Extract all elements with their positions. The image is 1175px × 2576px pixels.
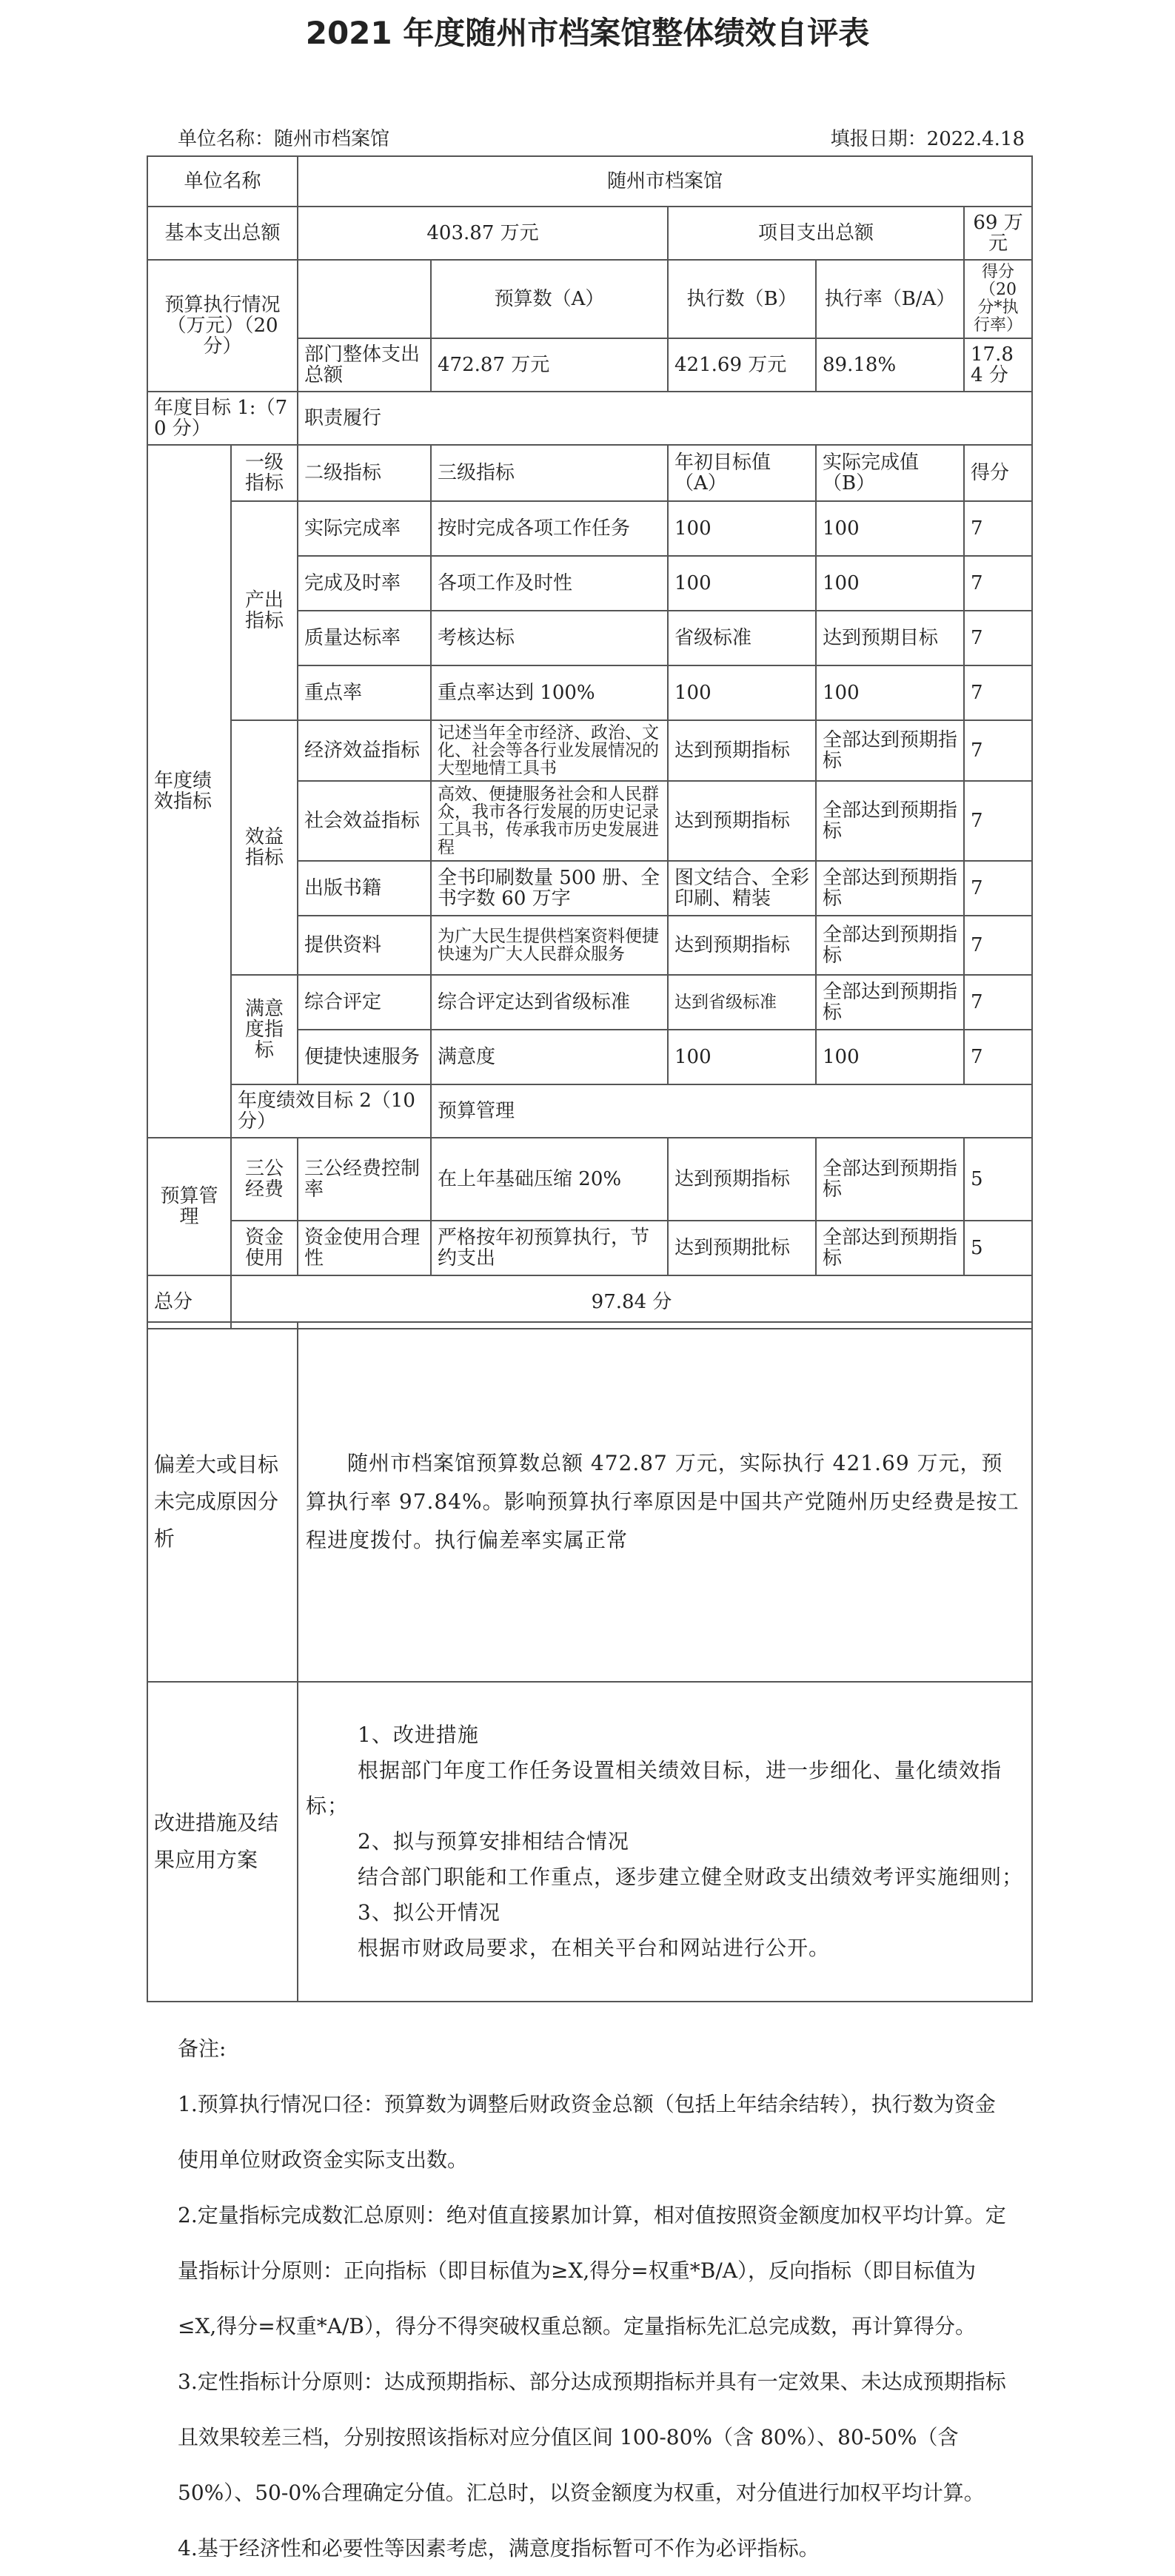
indicator-actual: 全部达到预期指标 (816, 1221, 964, 1275)
indicator-level2: 质量达标率 (298, 611, 431, 665)
indicator-target: 100 (668, 556, 816, 611)
indicator-level3: 考核达标 (431, 611, 668, 665)
exec-value: 421.69 万元 (668, 338, 816, 392)
improve-body-1: 根据部门年度工作任务设置相关绩效目标，进一步细化、量化绩效指标； (306, 1758, 1002, 1818)
indicator-level2: 提供资料 (298, 916, 431, 975)
indicator-score: 7 (964, 781, 1032, 861)
indicator-level3: 为广大民生提供档案资料便捷快速为广大人民群众服务 (431, 916, 668, 975)
analysis-text-cell (298, 1322, 1032, 1682)
indicator-level3: 满意度 (431, 1030, 668, 1084)
project-expense-value: 69 万元 (964, 207, 1032, 260)
note-item: 3.定性指标计分原则：达成预期指标、部分达成预期指标并具有一定效果、未达成预期指标且效果较差三档，分别按照该指标对应分值区间 100-80%（含 80%）、80-50%（含 50%）、50-0%合理确定分值。汇总时，以资金额度为权重，对分值进行加权平均计算。 (178, 2369, 1006, 2505)
budget-value: 472.87 万元 (431, 338, 668, 392)
goal2-value: 预算管理 (431, 1084, 1032, 1138)
indicator-level3: 各项工作及时性 (431, 556, 668, 611)
indicator-score: 7 (964, 975, 1032, 1030)
indicator-target: 图文结合、全彩印刷、精装 (668, 861, 816, 916)
goal1-label: 年度目标 1:（70 分） (147, 392, 298, 445)
indicator-actual: 全部达到预期指标 (816, 720, 964, 781)
sangong-group-label: 三公经费 (231, 1138, 298, 1221)
improve-body-2: 结合部门职能和工作重点，逐步建立健全财政支出绩效考评实施细则； (358, 1865, 1024, 1889)
unit-value: 随州市档案馆 (298, 156, 1032, 207)
target-header: 年初目标值（A） (668, 445, 816, 501)
satisfaction-group-label: 满意度指标 (231, 975, 298, 1084)
unit-name-line: 单位名称：随州市档案馆 (178, 128, 390, 150)
improve-label: 改进措施及结果应用方案 (147, 1682, 298, 2002)
exec-col-header: 执行数（B） (668, 260, 816, 338)
improve-heading-1: 1、改进措施 (358, 1723, 479, 1747)
indicator-score: 7 (964, 916, 1032, 975)
indicator-level2: 便捷快速服务 (298, 1030, 431, 1084)
indicator-target: 达到预期指标 (668, 781, 816, 861)
total-value: 97.84 分 (231, 1275, 1032, 1329)
actual-header: 实际完成值（B） (816, 445, 964, 501)
budget-blank-cell (298, 260, 431, 338)
score-col-header: 得分（20 分*执行率） (964, 260, 1032, 338)
indicator-score: 7 (964, 556, 1032, 611)
indicator-score: 5 (964, 1138, 1032, 1221)
indicator-score: 7 (964, 665, 1032, 720)
indicator-level2: 完成及时率 (298, 556, 431, 611)
level3-header: 三级指标 (431, 445, 668, 501)
note-item: 1.预算执行情况口径：预算数为调整后财政资金总额（包括上年结余结转），执行数为资金使用单位财政资金实际支出数。 (178, 2092, 996, 2172)
indicator-actual: 全部达到预期指标 (816, 975, 964, 1030)
output-group-label: 产出指标 (231, 501, 298, 720)
indicator-target: 100 (668, 501, 816, 556)
indicator-level2: 实际完成率 (298, 501, 431, 556)
indicator-score: 7 (964, 1030, 1032, 1084)
indicator-level2: 社会效益指标 (298, 781, 431, 861)
indicator-actual: 全部达到预期指标 (816, 781, 964, 861)
fill-date-line: 填报日期：2022.4.18 (830, 128, 1025, 150)
budget-col-header: 预算数（A） (431, 260, 668, 338)
improve-heading-2: 2、拟与预算安排相结合情况 (358, 1829, 629, 1854)
unit-label: 单位名称 (147, 156, 298, 207)
level1-header: 一级指标 (231, 445, 298, 501)
indicator-level3: 严格按年初预算执行，节约支出 (431, 1221, 668, 1275)
indicator-target: 达到预期指标 (668, 1138, 816, 1221)
indicator-level3: 高效、便捷服务社会和人民群众，我市各行发展的历史记录工具书，传承我市历史发展进程 (431, 781, 668, 861)
indicator-level3: 全书印刷数量 500 册、全书字数 60 万字 (431, 861, 668, 916)
indicator-actual: 100 (816, 665, 964, 720)
improve-heading-3: 3、拟公开情况 (358, 1900, 501, 1925)
rate-value: 89.18% (816, 338, 964, 392)
basic-expense-label: 基本支出总额 (147, 207, 298, 260)
score-header: 得分 (964, 445, 1032, 501)
basic-expense-value: 403.87 万元 (298, 207, 668, 260)
page-title: 2021 年度随州市档案馆整体绩效自评表 (305, 15, 870, 51)
indicator-target: 省级标准 (668, 611, 816, 665)
indicator-level3: 综合评定达到省级标准 (431, 975, 668, 1030)
budget-exec-label: 预算执行情况（万元）（20 分） (147, 260, 298, 392)
total-label: 总分 (147, 1275, 231, 1329)
analysis-table (147, 1321, 1033, 2002)
indicator-target: 达到预期批标 (668, 1221, 816, 1275)
indicator-actual: 达到预期目标 (816, 611, 964, 665)
notes-title: 备注: (178, 2036, 227, 2061)
indicator-level2: 重点率 (298, 665, 431, 720)
indicator-target: 100 (668, 1030, 816, 1084)
indicator-actual: 全部达到预期指标 (816, 861, 964, 916)
annual-indicator-label: 年度绩效指标 (147, 445, 231, 1138)
indicator-actual: 100 (816, 1030, 964, 1084)
indicator-score: 5 (964, 1221, 1032, 1275)
indicator-level3: 重点率达到 100% (431, 665, 668, 720)
goal2-label: 年度绩效目标 2（10 分） (231, 1084, 431, 1138)
improve-cell (298, 1682, 1032, 2002)
analysis-text: 随州市档案馆预算数总额 472.87 万元，实际执行 421.69 万元，预算执行率 97.84%。影响预算执行率原因是中国共产党随州历史经费是按工程进度拨付。执行偏差率实属正常 (306, 1451, 1020, 1552)
indicator-target: 达到预期指标 (668, 916, 816, 975)
note-item: 2.定量指标完成数汇总原则：绝对值直接累加计算，相对值按照资金额度加权平均计算。定量指标计分原则：正向指标（即目标值为≥X,得分=权重*B/A），反向指标（即目标值为≤X,得分=权重*A/B），得分不得突破权重总额。定量指标先汇总完成数，再计算得分。 (178, 2203, 1006, 2338)
indicator-actual: 100 (816, 501, 964, 556)
indicator-level3: 在上年基础压缩 20% (431, 1138, 668, 1221)
indicator-target: 100 (668, 665, 816, 720)
indicator-level2: 资金使用合理性 (298, 1221, 431, 1275)
indicator-level3: 按时完成各项工作任务 (431, 501, 668, 556)
goal1-value: 职责履行 (298, 392, 1032, 445)
indicator-actual: 全部达到预期指标 (816, 1138, 964, 1221)
indicator-level2: 综合评定 (298, 975, 431, 1030)
analysis-label: 偏差大或目标未完成原因分析 (147, 1322, 298, 1682)
indicator-actual: 全部达到预期指标 (816, 916, 964, 975)
note-item: 4.基于经济性和必要性等因素考虑，满意度指标暂可不作为必评指标。 (178, 2536, 820, 2560)
indicator-level3: 记述当年全市经济、政治、文化、社会等各行业发展情况的大型地情工具书 (431, 720, 668, 781)
indicator-actual: 100 (816, 556, 964, 611)
funds-group-label: 资金使用 (231, 1221, 298, 1275)
rate-col-header: 执行率（B/A） (816, 260, 964, 338)
performance-table (147, 155, 1033, 1329)
dept-total-label: 部门整体支出总额 (298, 338, 431, 392)
indicator-score: 7 (964, 720, 1032, 781)
indicator-score: 7 (964, 611, 1032, 665)
indicator-score: 7 (964, 501, 1032, 556)
indicator-level2: 出版书籍 (298, 861, 431, 916)
project-expense-label: 项目支出总额 (668, 207, 964, 260)
indicator-level2: 三公经费控制率 (298, 1138, 431, 1221)
indicator-target: 达到预期指标 (668, 720, 816, 781)
budget-mgmt-label: 预算管理 (147, 1138, 231, 1275)
indicator-level2: 经济效益指标 (298, 720, 431, 781)
notes-section (178, 2021, 1007, 2576)
indicator-score: 7 (964, 861, 1032, 916)
level2-header: 二级指标 (298, 445, 431, 501)
improve-body-3: 根据市财政局要求，在相关平台和网站进行公开。 (358, 1936, 831, 1960)
benefit-group-label: 效益指标 (231, 720, 298, 975)
indicator-target: 达到省级标准 (668, 975, 816, 1030)
score-value: 17.84 分 (964, 338, 1032, 392)
